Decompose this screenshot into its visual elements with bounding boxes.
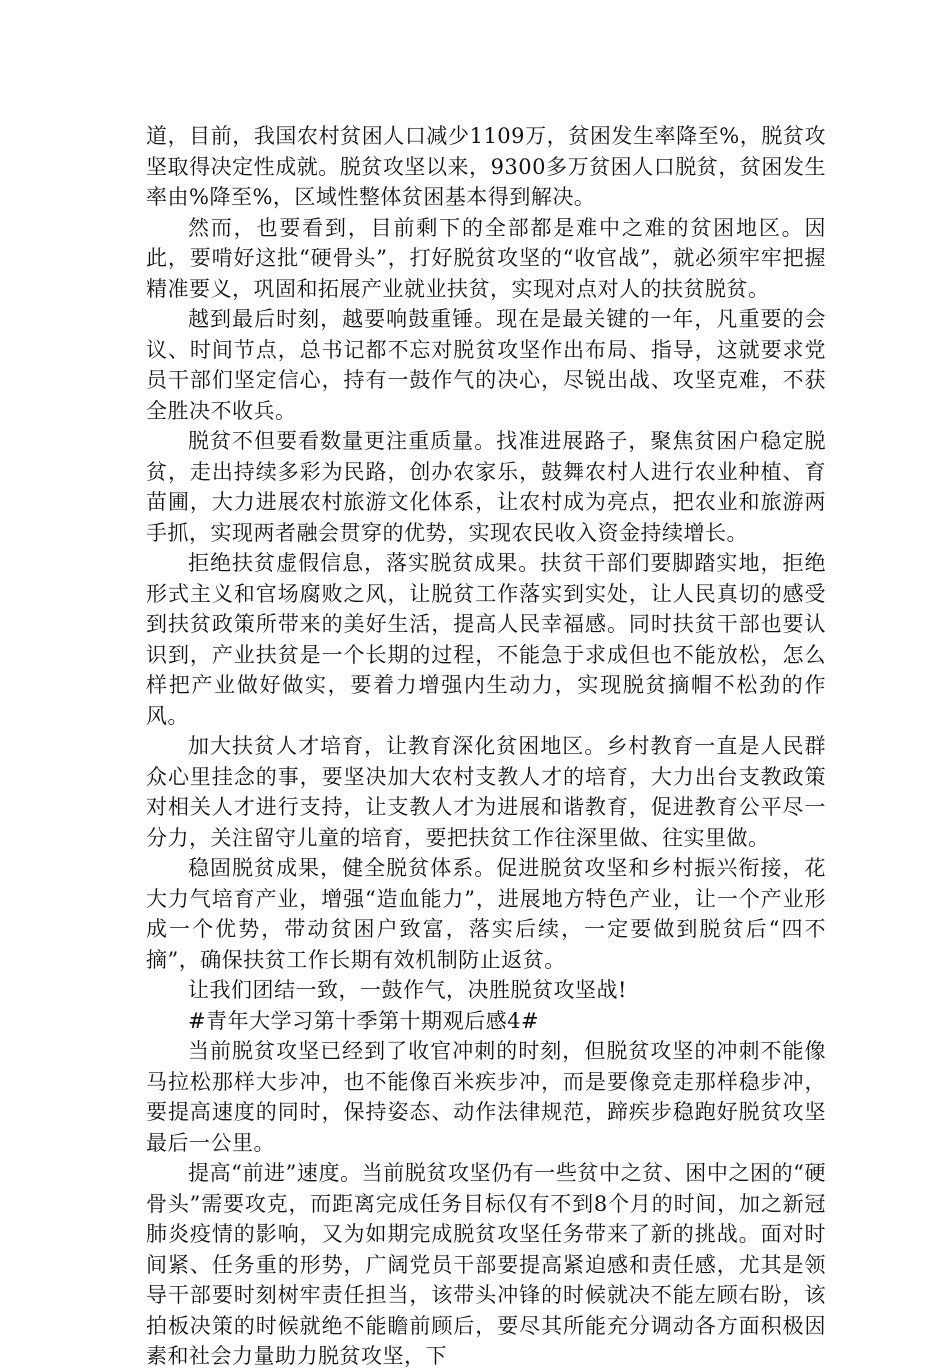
paragraph-6: 加大扶贫人才培育，让教育深化贫困地区。乡村教育一直是人民群众心里挂念的事，要坚决加大农村支教人才的培育，大力出台支教政策对相关人才进行支持，让支教人才为进展和谐教育，促进教育公平尽一分力，关注留守儿童的培育，要把扶贫工作往深里做、往实里做。	[146, 734, 826, 850]
paragraph-9: 当前脱贫攻坚已经到了收官冲刺的时刻，但脱贫攻坚的冲刺不能像马拉松那样大步冲，也不能像百米疾步冲，而是要像竞走那样稳步冲，要提高速度的同时，保持姿态、动作法律规范，蹄疾步稳跑好脱贫攻坚最后一公里。	[146, 1039, 826, 1155]
document-body	[146, 121, 826, 1372]
paragraph-3: 越到最后时刻，越要响鼓重锤。现在是最关键的一年，凡重要的会议、时间节点，总书记都不忘对脱贫攻坚作出布局、指导，这就要求党员干部们坚定信心，持有一鼓作气的决心，尽锐出战、攻坚克难，不获全胜决不收兵。	[146, 307, 826, 423]
paragraph-4: 脱贫不但要看数量更注重质量。找准进展路子，聚焦贫困户稳定脱贫，走出持续多彩为民路，创办农家乐，鼓舞农村人进行农业种植、育苗圃，大力进展农村旅游文化体系，让农村成为亮点，把农业和旅游两手抓，实现两者融会贯穿的优势，实现农民收入资金持续增长。	[146, 429, 826, 545]
paragraph-1: 道，目前，我国农村贫困人口减少1109万，贫困发生率降至%，脱贫攻坚取得决定性成就。脱贫攻坚以来，9300多万贫困人口脱贫，贫困发生率由%降至%，区域性整体贫困基本得到解决。	[146, 124, 826, 209]
paragraph-10: 提高“前进”速度。当前脱贫攻坚仍有一些贫中之贫、困中之困的“硬骨头”需要攻克，而距离完成任务目标仅有不到8个月的时间，加之新冠肺炎疫情的影响，又为如期完成脱贫攻坚任务带来了新的挑战。面对时间紧、任务重的形势，广阔党员干部要提高紧迫感和责任感，尤其是领导干部要时刻树牢责任担当，该带头冲锋的时候就决不能左顾右盼，该拍板决策的时候就绝不能瞻前顾后，要尽其所能充分调动各方面积极因素和社会力量助力脱贫攻坚，下	[146, 1161, 826, 1368]
section-heading: #青年大学习第十季第十期观后感4#	[188, 1008, 540, 1033]
paragraph-5: 拒绝扶贫虚假信息，落实脱贫成果。扶贫干部们要脚踏实地，拒绝形式主义和官场腐败之风，让脱贫工作落实到实处，让人民真切的感受到扶贫政策所带来的美好生活，提高人民幸福感。同时扶贫干部也要认识到，产业扶贫是一个长期的过程，不能急于求成但也不能放松，怎么样把产业做好做实，要着力增强内生动力，实现脱贫摘帽不松劲的作风。	[146, 551, 826, 728]
paragraph-2: 然而，也要看到，目前剩下的全部都是难中之难的贫困地区。因此，要啃好这批“硬骨头”，打好脱贫攻坚的“收官战”，就必须牢牢把握精准要义，巩固和拓展产业就业扶贫，实现对点对人的扶贫脱贫。	[146, 215, 826, 301]
paragraph-7: 稳固脱贫成果，健全脱贫体系。促进脱贫攻坚和乡村振兴衔接，花大力气培育产业，增强“造血能力”，进展地方特色产业，让一个产业形成一个优势，带动贫困户致富，落实后续，一定要做到脱贫后“四不摘”，确保扶贫工作长期有效机制防止返贫。	[146, 856, 826, 972]
paragraph-8: 让我们团结一致，一鼓作气，决胜脱贫攻坚战!	[188, 978, 627, 1002]
